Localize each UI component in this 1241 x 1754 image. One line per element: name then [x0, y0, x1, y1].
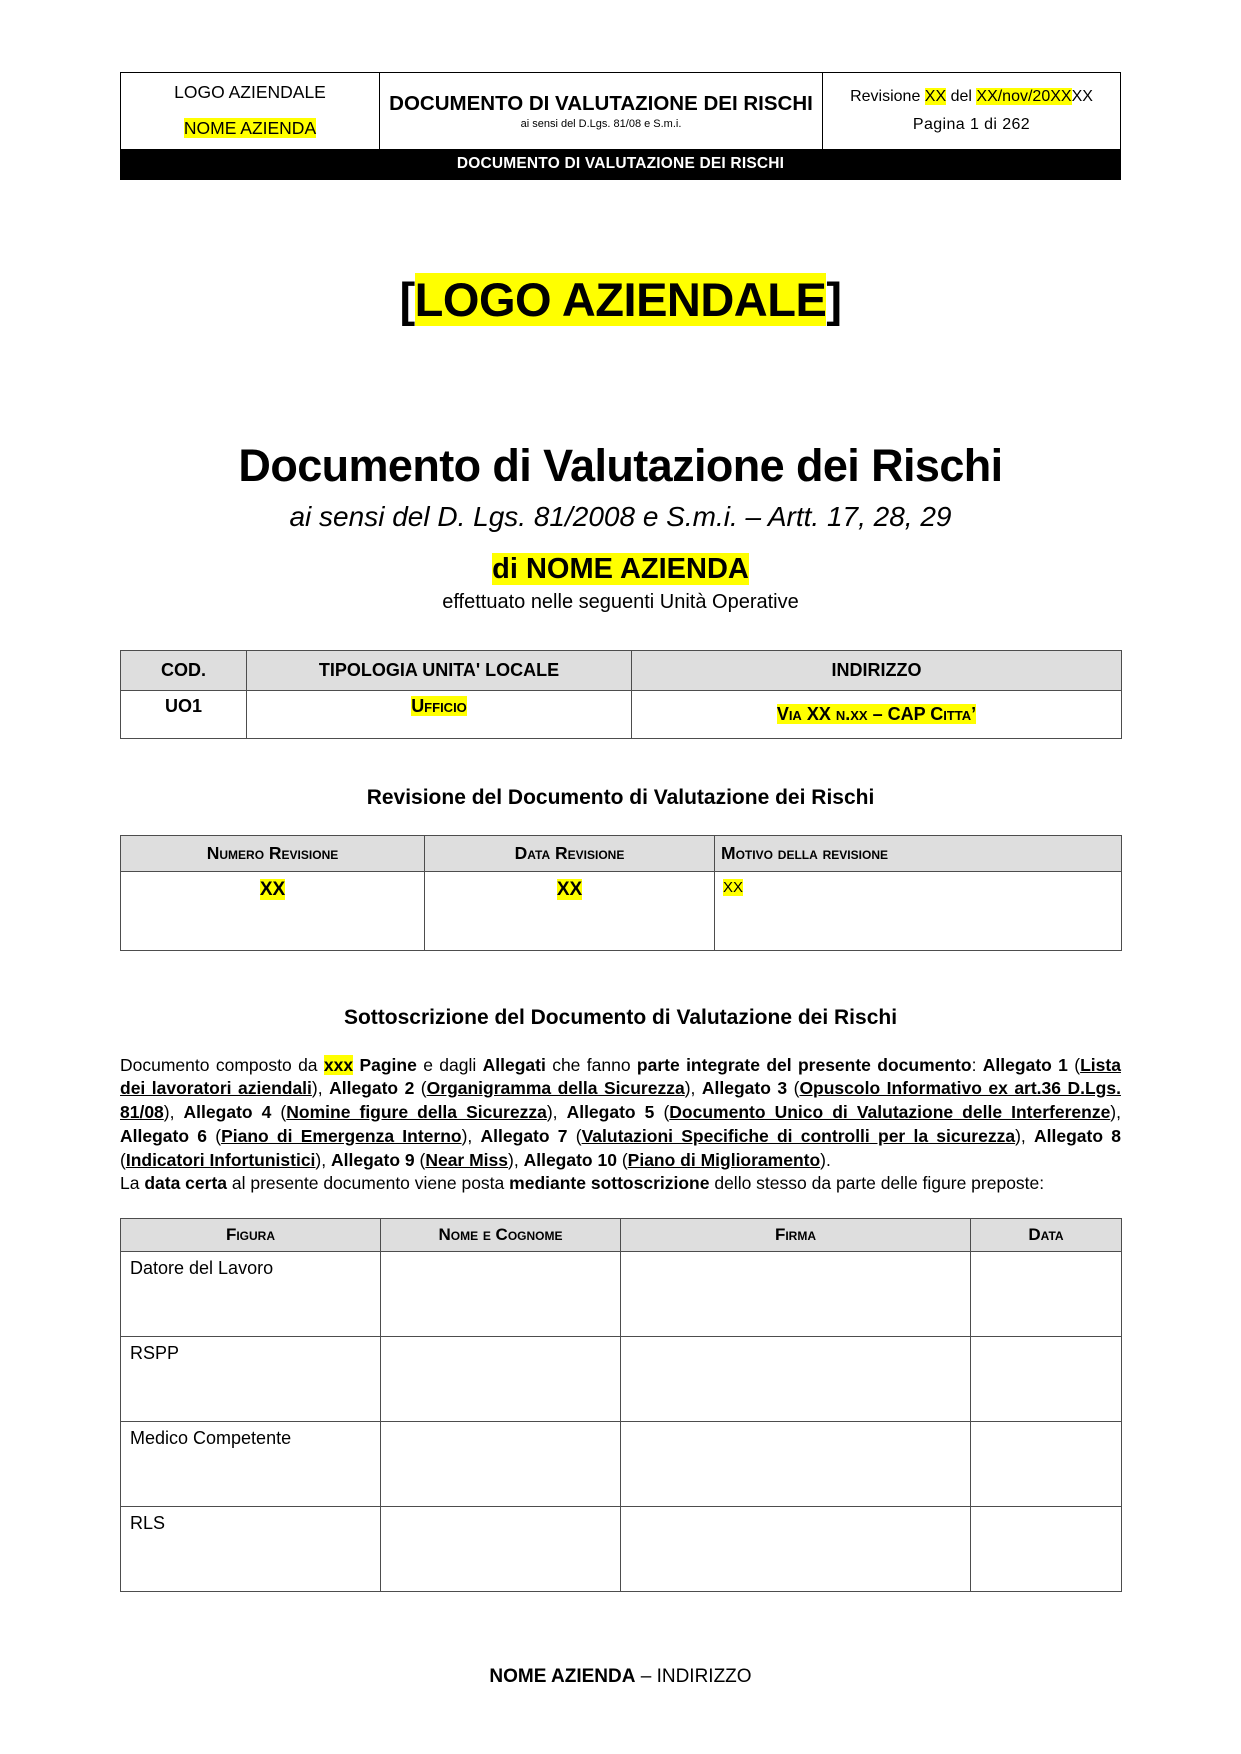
table-header-row [121, 650, 1122, 690]
col-header-cod: COD. [121, 650, 247, 690]
cell-nome-cognome[interactable] [381, 1252, 621, 1337]
footer-separator: – [635, 1666, 657, 1687]
bracket-open: [ [399, 272, 415, 326]
signature-table [120, 1218, 1122, 1592]
cell-data[interactable] [971, 1337, 1122, 1422]
table-row [121, 1507, 1122, 1592]
col-header-firma: Firma [621, 1219, 971, 1252]
cell-figura: RLS [121, 1507, 381, 1592]
col-header-data-revisione: Data Revisione [425, 835, 715, 871]
cell-data-revisione: XX [425, 871, 715, 950]
table-header-row [121, 1219, 1122, 1252]
footer-company: NOME AZIENDA [489, 1666, 636, 1687]
cell-figura: Medico Competente [121, 1422, 381, 1507]
operating-units-line: effettuato nelle seguenti Unità Operative [442, 590, 799, 613]
header-page-number: Pagina 1 di 262 [912, 115, 1031, 133]
revision-table [120, 835, 1122, 951]
cell-firma[interactable] [621, 1507, 971, 1592]
logo-placeholder-title [120, 272, 1121, 327]
col-header-data: Data [971, 1219, 1122, 1252]
header-logo-label: LOGO AZIENDALE [174, 82, 326, 102]
table-row [121, 1422, 1122, 1507]
cell-figura: Datore del Lavoro [121, 1252, 381, 1337]
cell-data[interactable] [971, 1507, 1122, 1592]
page-subtitle: ai sensi del D. Lgs. 81/2008 e S.m.i. – Artt. 17, 28, 29 [289, 500, 952, 532]
cell-nome-cognome[interactable] [381, 1507, 621, 1592]
subscription-paragraph: Documento composto da xxx Pagine e dagli Allegati che fanno parte integrate del presente documento: Allegato 1 (Lista dei lavoratori aziendali), Allegato 2 (Organigramma della Sicurezza), Allegato 3 (Opuscolo Informativo ex art.36 D.Lgs. 81/08), Allegato 4 (Nomine figure della Sicurezza), Allegato 5 (Documento Unico di Valutazione delle Interferenze), Allegato 6 (Piano di Emergenza Interno), Allegato 7 (Valutazioni Specifiche di controlli per la sicurezza), Allegato 8 (Indicatori Infortunistici), Allegato 9 (Near Miss), Allegato 10 (Piano di Miglioramento). La data certa al presente documento viene posta mediante sottoscrizione dello stesso da parte delle figure preposte: [120, 1054, 1121, 1194]
cell-data[interactable] [971, 1252, 1122, 1337]
col-header-figura: Figura [121, 1219, 381, 1252]
col-header-numero-revisione: Numero Revisione [121, 835, 425, 871]
revision-section-title: Revisione del Documento di Valutazione dei Rischi [366, 785, 875, 809]
cell-nome-cognome[interactable] [381, 1422, 621, 1507]
header-company-name: NOME AZIENDA [183, 118, 317, 139]
cell-nome-cognome[interactable] [381, 1337, 621, 1422]
cell-cod: UO1 [121, 690, 247, 738]
bracket-close: ] [826, 272, 842, 326]
cell-indirizzo: Via XX n.xx – CAP Citta’ [632, 690, 1122, 738]
cell-numero-revisione: XX [121, 871, 425, 950]
cell-firma[interactable] [621, 1422, 971, 1507]
header-black-banner: DOCUMENTO DI VALUTAZIONE DEI RISCHI [120, 150, 1121, 180]
table-header-row [121, 835, 1122, 871]
cell-firma[interactable] [621, 1337, 971, 1422]
header-revision-cell [823, 73, 1121, 150]
header-revision-line: Revisione XX del XX/nov/20XXXX [850, 87, 1093, 105]
page-footer [0, 1666, 1241, 1688]
table-row [121, 1337, 1122, 1422]
company-line: di NOME AZIENDA [492, 552, 749, 585]
table-row [121, 1252, 1122, 1337]
header-table [120, 72, 1121, 150]
col-header-indirizzo: INDIRIZZO [632, 650, 1122, 690]
header-title-cell [380, 73, 823, 150]
header-doc-subtitle: ai sensi del D.Lgs. 81/08 e S.m.i. [520, 117, 682, 130]
cell-tipologia: Ufficio [247, 690, 632, 738]
col-header-nome-cognome: Nome e Cognome [381, 1219, 621, 1252]
header-row [121, 73, 1121, 150]
col-header-motivo-revisione: Motivo della revisione [715, 835, 1122, 871]
cell-motivo-revisione: XX [715, 871, 1122, 950]
cell-data[interactable] [971, 1422, 1122, 1507]
cell-firma[interactable] [621, 1252, 971, 1337]
header-doc-title: DOCUMENTO DI VALUTAZIONE DEI RISCHI [389, 91, 813, 115]
page-title: Documento di Valutazione dei Rischi [238, 439, 1003, 491]
logo-placeholder-text: LOGO AZIENDALE [414, 272, 827, 326]
page-header [120, 0, 1121, 180]
table-row [121, 690, 1122, 738]
subscription-section-title: Sottoscrizione del Documento di Valutazione dei Rischi [343, 1005, 898, 1029]
cell-figura: RSPP [121, 1337, 381, 1422]
operating-units-table [120, 650, 1122, 739]
footer-address: INDIRIZZO [656, 1666, 752, 1687]
header-logo-cell [121, 73, 380, 150]
table-row [121, 871, 1122, 950]
col-header-tipologia: TIPOLOGIA UNITA' LOCALE [247, 650, 632, 690]
